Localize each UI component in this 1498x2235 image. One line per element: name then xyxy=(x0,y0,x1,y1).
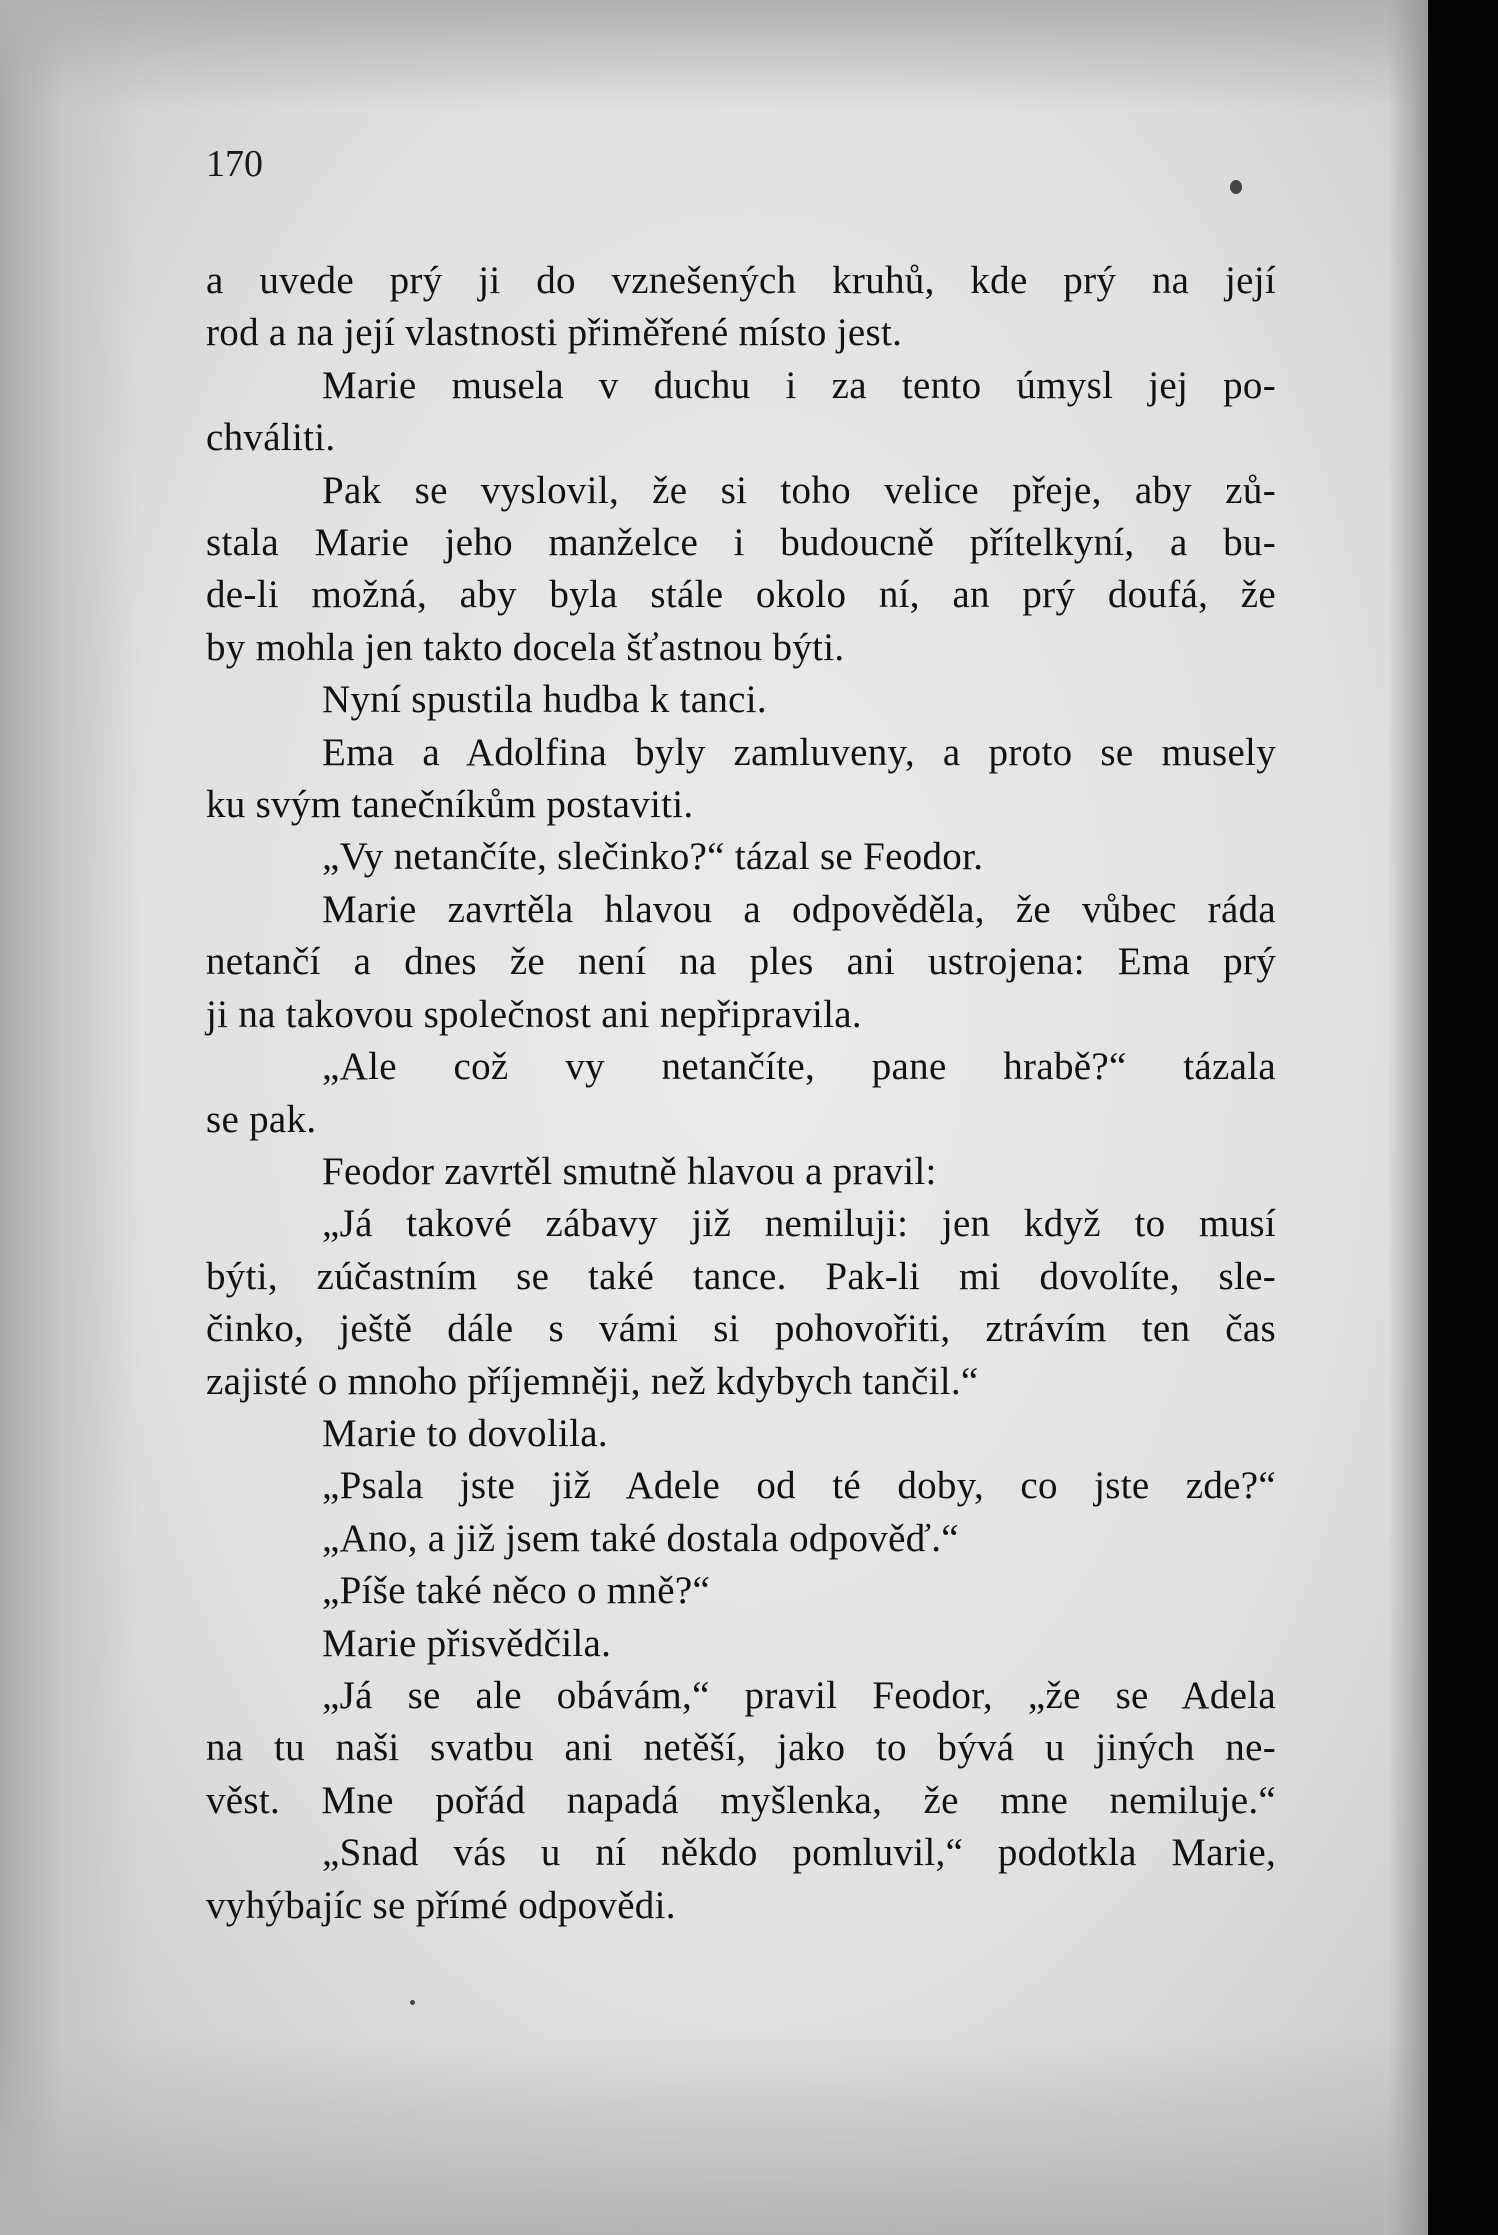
text-line: „Psala jste již Adele od té doby, co jste zde?“ xyxy=(322,1464,1276,1508)
page-shadow-right xyxy=(1388,0,1428,2235)
text-line: „Snad vás u ní někdo pomluvil,“ podotkla Marie, xyxy=(322,1831,1276,1875)
page-shadow-top xyxy=(0,0,1498,110)
page-number: 170 xyxy=(206,143,263,185)
text-line: „Ano, a již jsem také dostala odpověď.“ xyxy=(322,1516,959,1560)
text-line: Ema a Adolfina byly zamluveny, a proto se musely xyxy=(322,730,1276,774)
text-line: „Já takové zábavy již nemiluji: jen když to musí xyxy=(322,1202,1276,1246)
body-text xyxy=(206,255,1276,1932)
text-line: „Píše také něco o mně?“ xyxy=(322,1569,711,1613)
text-line: Marie musela v duchu i za tento úmysl jej po- xyxy=(322,363,1276,407)
text-line: a uvede prý ji do vznešených kruhů, kde prý na její xyxy=(206,259,1276,302)
text-line: de-li možná, aby byla stále okolo ní, an prý doufá, že xyxy=(206,573,1276,617)
text-line: „Ale což vy netančíte, pane hrabě?“ tázala xyxy=(322,1045,1276,1089)
book-spine-edge xyxy=(1428,0,1498,2235)
text-line: netančí a dnes že není na ples ani ustrojena: Ema prý xyxy=(206,940,1276,984)
text-line: Feodor zavrtěl smutně hlavou a pravil: xyxy=(322,1149,937,1193)
ink-speck xyxy=(1230,180,1242,194)
text-line: Pak se vyslovil, že si toho velice přeje, aby zů- xyxy=(322,468,1276,512)
ink-speck xyxy=(410,2000,415,2005)
text-line: rod a na její vlastnosti přiměřené místo jest. xyxy=(206,311,903,355)
text-line: věst. Mne pořád napadá myšlenka, že mne nemiluje.“ xyxy=(206,1778,1276,1822)
text-line: ji na takovou společnost ani nepřipravila. xyxy=(206,992,862,1036)
text-line: býti, zúčastním se také tance. Pak-li mi dovolíte, sle- xyxy=(206,1254,1276,1298)
page-shadow-left xyxy=(0,0,140,2235)
text-line: ku svým tanečníkům postaviti. xyxy=(206,783,694,827)
text-line: „Já se ale obávám,“ pravil Feodor, „že se Adela xyxy=(322,1673,1276,1717)
text-line: Marie to dovolila. xyxy=(322,1411,608,1455)
text-line: Marie přisvědčila. xyxy=(322,1621,612,1665)
text-line: chváliti. xyxy=(206,416,336,460)
text-line: vyhýbajíc se přímé odpovědi. xyxy=(206,1883,676,1927)
text-line: činko, ještě dále s vámi si pohovořiti, ztrávím ten čas xyxy=(206,1307,1276,1351)
text-line: „Vy netančíte, slečinko?“ tázal se Feodor. xyxy=(322,835,984,879)
text-line: zajisté o mnoho příjemněji, než kdybych tančil.“ xyxy=(206,1359,979,1403)
page-shadow-bottom xyxy=(0,2035,1498,2235)
text-line: na tu naši svatbu ani netěší, jako to bývá u jiných ne- xyxy=(206,1726,1276,1770)
text-line: Marie zavrtěla hlavou a odpověděla, že vůbec ráda xyxy=(322,887,1276,931)
text-line: stala Marie jeho manželce i budoucně přítelkyní, a bu- xyxy=(206,521,1276,565)
text-line: Nyní spustila hudba k tanci. xyxy=(322,678,767,722)
text-line: se pak. xyxy=(206,1097,317,1141)
text-line: by mohla jen takto docela šťastnou býti. xyxy=(206,625,845,669)
